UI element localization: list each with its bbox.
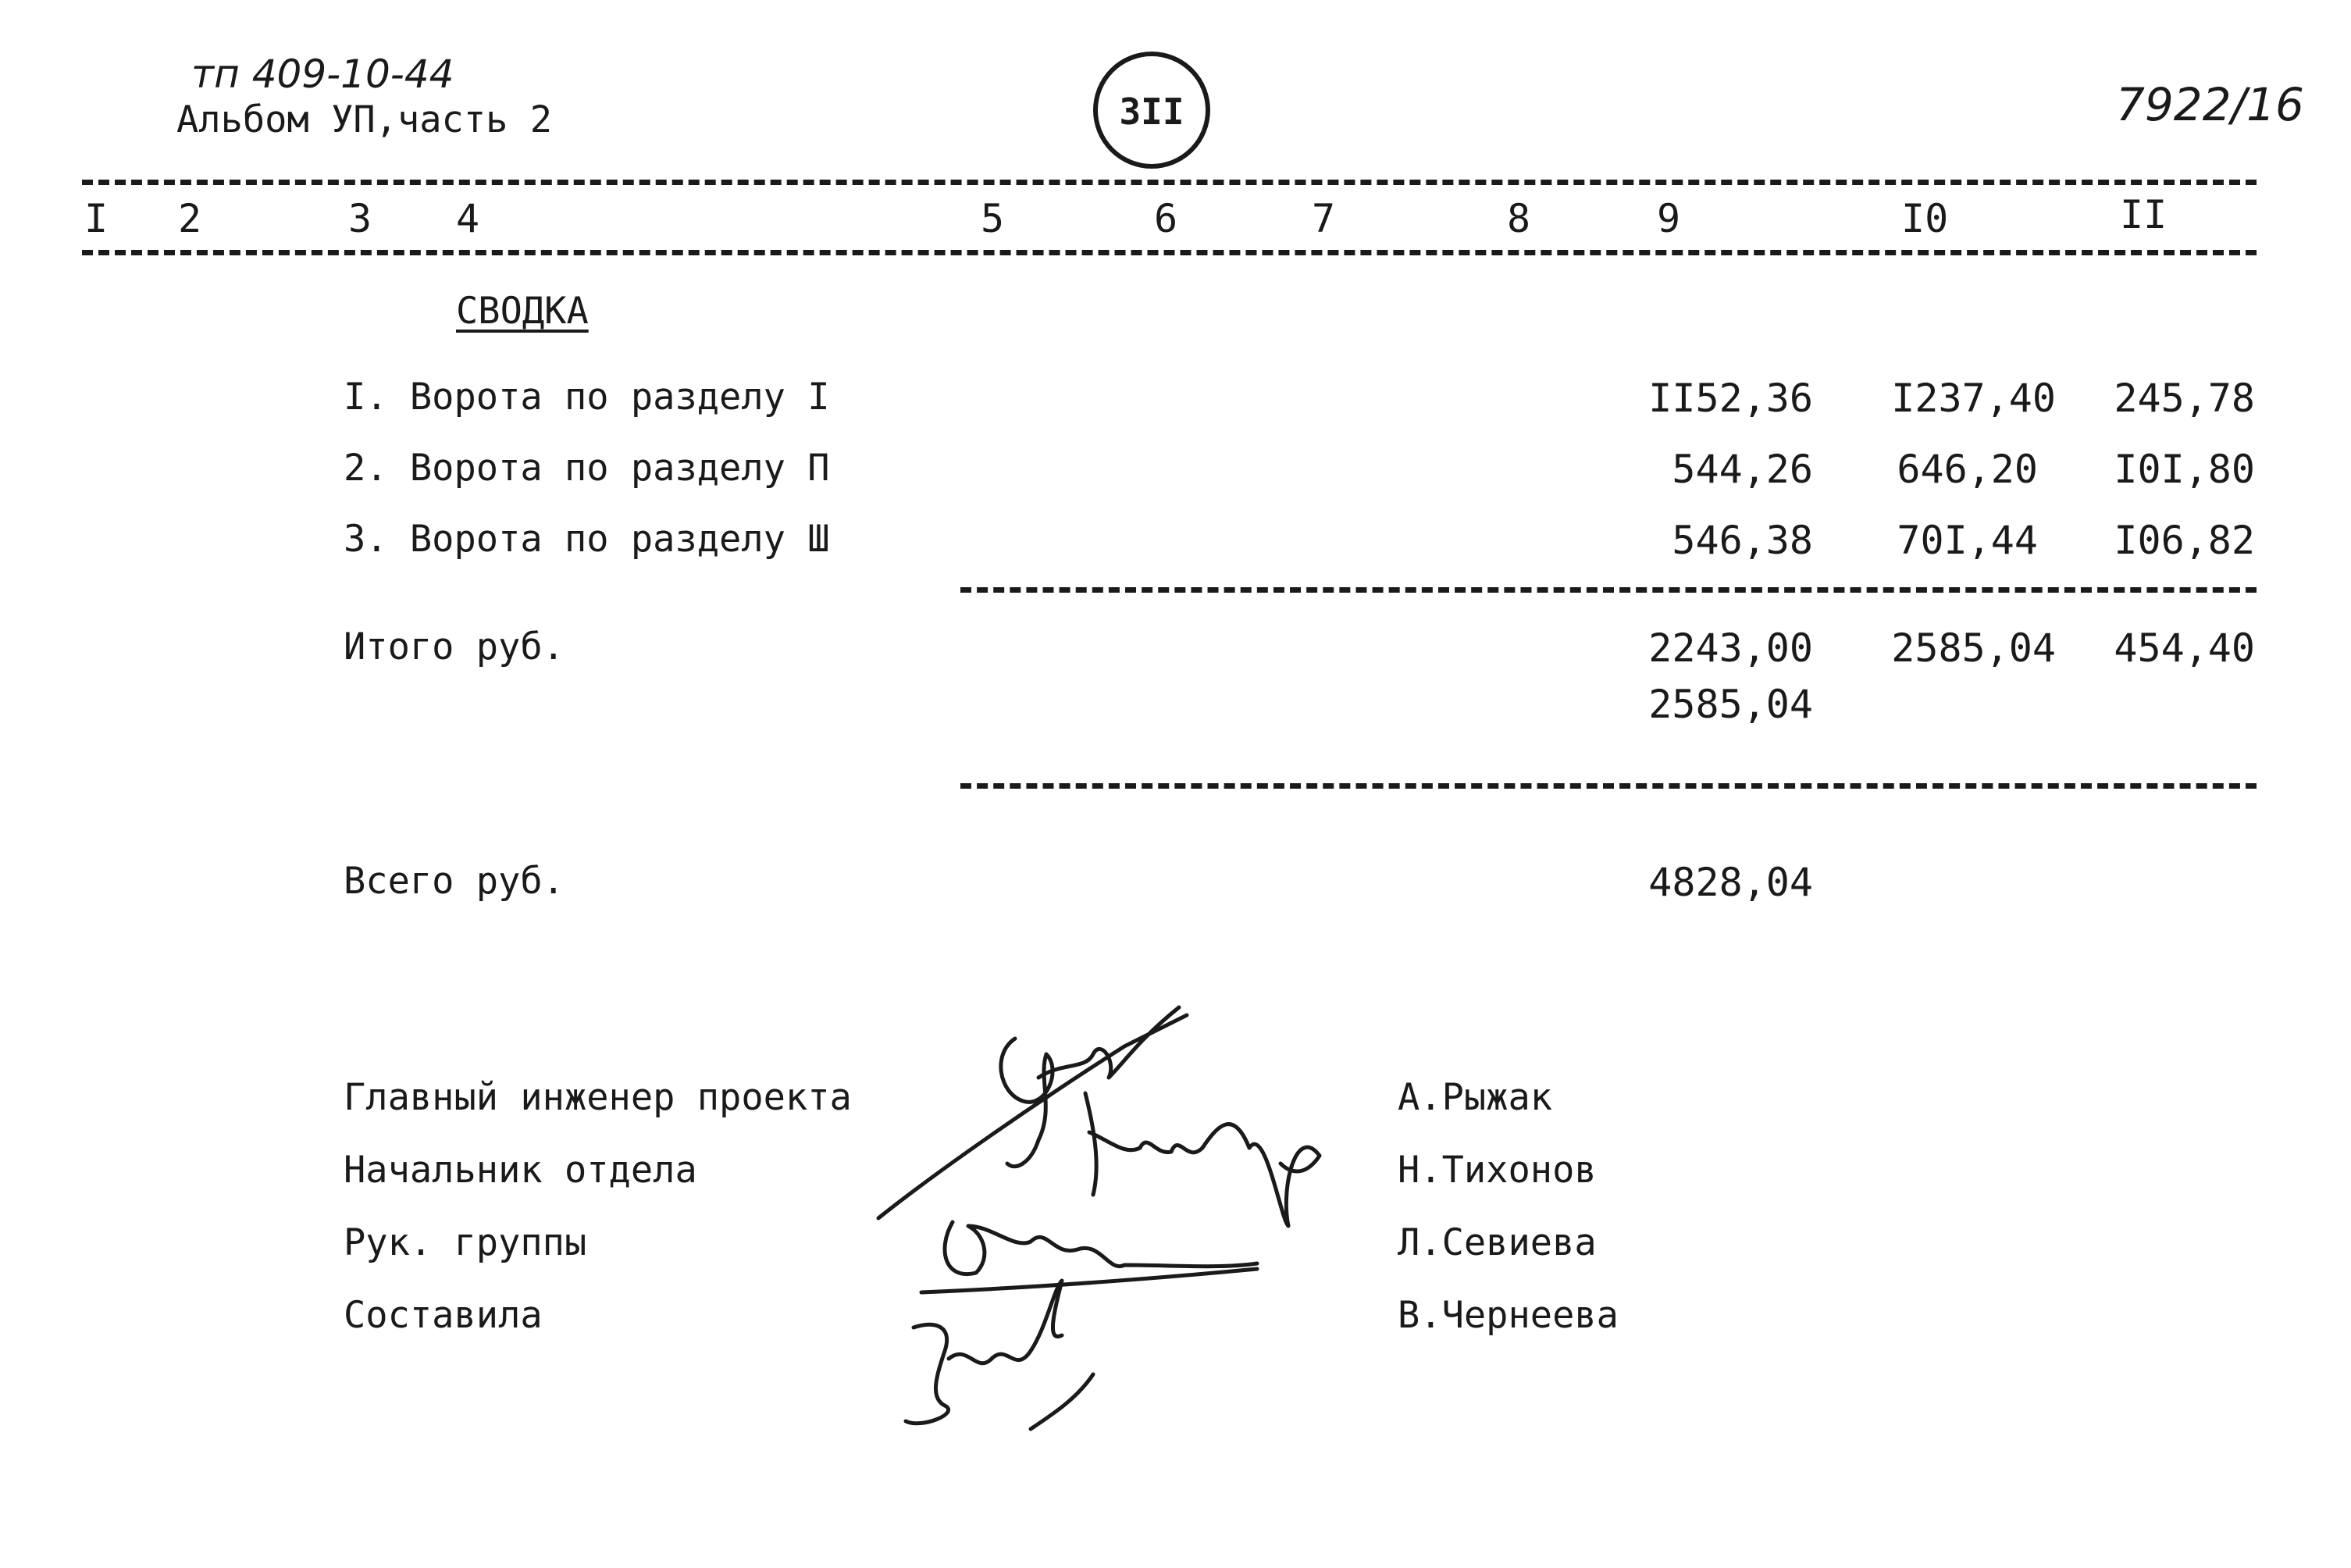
col-7: 7 bbox=[1312, 196, 1336, 241]
col-5: 5 bbox=[981, 196, 1005, 241]
stamp-number: 3II bbox=[1119, 91, 1184, 133]
col-1: I bbox=[84, 196, 109, 241]
total-label: Итого руб. bbox=[344, 625, 565, 668]
total-col-9-second: 2585,04 bbox=[1648, 682, 1813, 727]
col-4: 4 bbox=[456, 196, 480, 241]
signature-role: Главный инженер проекта bbox=[344, 1076, 852, 1119]
col-9: 9 bbox=[1657, 196, 1681, 241]
row-col-9: 544,26 bbox=[1672, 447, 1813, 492]
signature-role: Начальник отдела bbox=[344, 1149, 697, 1192]
col-10: I0 bbox=[1901, 196, 1949, 241]
row-label: I. Ворота по разделу I bbox=[344, 376, 830, 419]
row-col-11: I06,82 bbox=[2114, 518, 2255, 563]
signature-name: А.Рыжак bbox=[1398, 1076, 1553, 1119]
grand-total-col-9: 4828,04 bbox=[1648, 860, 1813, 905]
row-col-10: 646,20 bbox=[1897, 447, 2038, 492]
handwritten-code: тп 409-10-44 bbox=[191, 52, 454, 97]
signature-name: В.Чернеева bbox=[1398, 1294, 1619, 1337]
row-col-11: I0I,80 bbox=[2114, 447, 2255, 492]
total-col-10: 2585,04 bbox=[1891, 625, 2056, 671]
total-col-9: 2243,00 bbox=[1648, 625, 1813, 671]
signature-name: Л.Севиева bbox=[1398, 1221, 1597, 1264]
col-3: 3 bbox=[348, 196, 372, 241]
row-col-11: 245,78 bbox=[2114, 376, 2255, 421]
row-label: 2. Ворота по разделу П bbox=[344, 447, 830, 490]
col-6: 6 bbox=[1154, 196, 1178, 241]
sheet-number: 7922/16 bbox=[2116, 78, 2304, 131]
col-8: 8 bbox=[1507, 196, 1531, 241]
row-label: 3. Ворота по разделу Ш bbox=[344, 518, 830, 561]
col-11: II bbox=[2120, 192, 2168, 237]
row-col-9: II52,36 bbox=[1648, 376, 1813, 421]
row-col-10: 70I,44 bbox=[1897, 518, 2038, 563]
col-2: 2 bbox=[178, 196, 202, 241]
row-col-10: I237,40 bbox=[1891, 376, 2056, 421]
total-col-11: 454,40 bbox=[2114, 625, 2255, 671]
signature-name: Н.Тихонов bbox=[1398, 1149, 1597, 1192]
signature-role: Составила bbox=[344, 1294, 543, 1337]
album-label: Альбом УП,часть 2 bbox=[176, 98, 553, 141]
row-col-9: 546,38 bbox=[1672, 518, 1813, 563]
signature-role: Рук. группы bbox=[344, 1221, 587, 1264]
grand-total-label: Всего руб. bbox=[344, 860, 565, 903]
section-title: СВОДКА bbox=[456, 290, 589, 333]
